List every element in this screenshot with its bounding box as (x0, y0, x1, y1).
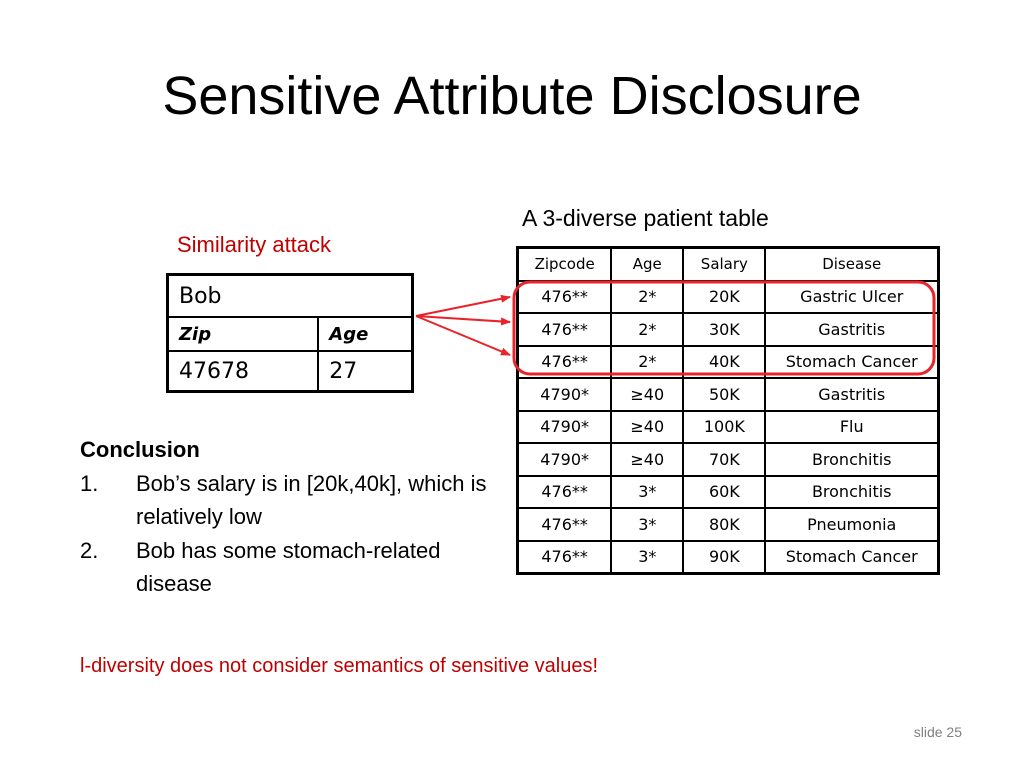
table-cell: 476** (518, 313, 612, 346)
footnote: l-diversity does not consider semantics of sensitive values! (80, 655, 599, 677)
table-cell: 476** (518, 346, 612, 379)
table-cell: Gastritis (765, 313, 938, 346)
table-cell: 3* (611, 541, 683, 574)
table-cell: 70K (683, 443, 765, 476)
patient-table-caption: A 3-diverse patient table (522, 205, 769, 231)
column-header: Salary (683, 248, 765, 281)
table-cell: 90K (683, 541, 765, 574)
table-cell: Stomach Cancer (765, 541, 938, 574)
table-cell: 3* (611, 508, 683, 541)
table-row (518, 411, 939, 444)
table-cell: Flu (765, 411, 938, 444)
list-number: 2. (80, 537, 99, 563)
bob-age-value: 27 (318, 351, 412, 392)
slide-title: Sensitive Attribute Disclosure (162, 66, 862, 126)
patient-table (516, 246, 940, 575)
table-cell: 3* (611, 476, 683, 509)
table-cell: Bronchitis (765, 476, 938, 509)
conclusion-block (80, 433, 520, 601)
table-cell: 476** (518, 508, 612, 541)
table-cell: Gastric Ulcer (765, 281, 938, 314)
arrow-to-row-3 (416, 316, 510, 355)
table-cell: 476** (518, 281, 612, 314)
table-cell: ≥40 (611, 443, 683, 476)
arrow-to-row-1 (416, 297, 510, 316)
table-row (518, 476, 939, 509)
arrow-to-row-2 (416, 316, 510, 322)
table-cell: Stomach Cancer (765, 346, 938, 379)
column-header: Age (611, 248, 683, 281)
table-cell: 2* (611, 313, 683, 346)
attack-label: Similarity attack (177, 232, 332, 257)
table-cell: 80K (683, 508, 765, 541)
table-cell: 60K (683, 476, 765, 509)
list-number: 1. (80, 470, 99, 496)
bob-zip-value: 47678 (168, 351, 319, 392)
table-cell: Bronchitis (765, 443, 938, 476)
table-cell: 50K (683, 378, 765, 411)
table-row (518, 313, 939, 346)
list-item (80, 467, 520, 534)
column-header: Disease (765, 248, 938, 281)
patient-table-header-row (518, 248, 939, 281)
conclusion-heading: Conclusion (80, 437, 200, 462)
bob-table (166, 273, 414, 393)
table-row (518, 346, 939, 379)
list-item (80, 534, 520, 601)
table-row (518, 378, 939, 411)
table-cell: Pneumonia (765, 508, 938, 541)
table-cell: ≥40 (611, 411, 683, 444)
bob-name-cell: Bob (168, 275, 413, 318)
table-cell: 476** (518, 476, 612, 509)
slide-number: slide 25 (913, 724, 962, 740)
table-row (518, 541, 939, 574)
bob-age-header: Age (318, 317, 412, 351)
table-cell: 30K (683, 313, 765, 346)
table-cell: 2* (611, 346, 683, 379)
table-row (518, 281, 939, 314)
table-row (518, 443, 939, 476)
conclusion-list (80, 467, 520, 601)
table-cell: 40K (683, 346, 765, 379)
table-cell: 476** (518, 541, 612, 574)
bob-zip-header: Zip (168, 317, 319, 351)
table-cell: 4790* (518, 378, 612, 411)
table-cell: 100K (683, 411, 765, 444)
column-header: Zipcode (518, 248, 612, 281)
table-cell: Gastritis (765, 378, 938, 411)
list-text: Bob’s salary is in [20k,40k], which is relatively low (136, 470, 487, 529)
table-row (518, 508, 939, 541)
list-text: Bob has some stomach-related disease (136, 537, 441, 596)
table-cell: 2* (611, 281, 683, 314)
table-cell: ≥40 (611, 378, 683, 411)
table-cell: 4790* (518, 411, 612, 444)
table-cell: 20K (683, 281, 765, 314)
table-cell: 4790* (518, 443, 612, 476)
